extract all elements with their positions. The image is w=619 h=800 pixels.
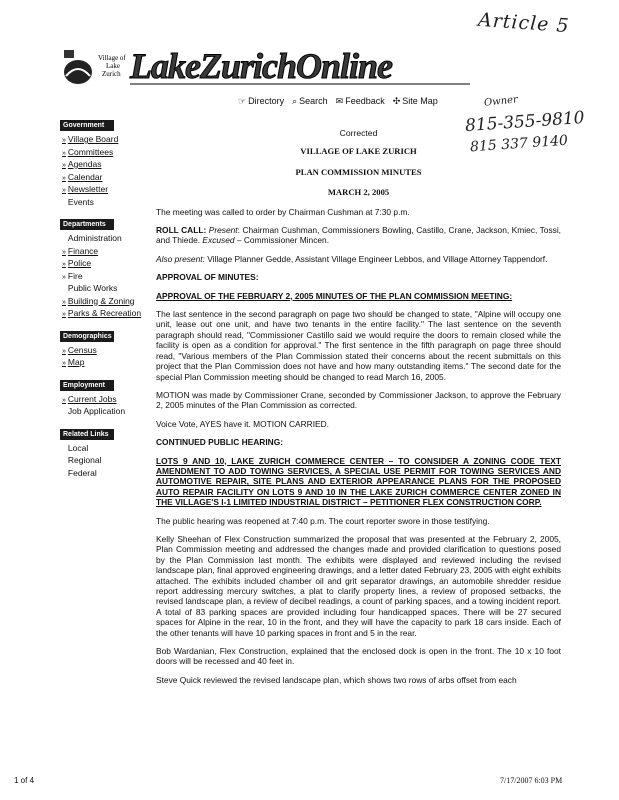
- continued-heading: CONTINUED PUBLIC HEARING:: [156, 437, 284, 448]
- motion-paragraph: MOTION was made by Commissioner Crane, seconded by Commissioner Jackson, to approve the February 2, 2005 minutes of the Plan Commission as corrected.: [156, 389, 561, 411]
- sidebar-item-administration[interactable]: Administration: [67, 233, 122, 243]
- sidebar-heading-related-links: Related Links: [60, 429, 114, 440]
- sidebar-item-local[interactable]: Local: [67, 442, 89, 453]
- excused-label: Excused: [202, 235, 235, 246]
- sidebar-heading-departments: Departments: [60, 219, 114, 230]
- document-status: Corrected: [339, 128, 378, 138]
- sidebar-item-map[interactable]: » Map: [62, 357, 85, 367]
- sidebar-item-events[interactable]: Events: [67, 196, 94, 207]
- sidebar-item-village-board[interactable]: » Village Board: [62, 134, 119, 144]
- approval-heading: APPROVAL OF MINUTES:: [156, 272, 259, 283]
- sidebar-item-building-zoning[interactable]: » Building & Zoning: [62, 295, 135, 306]
- search-icon: ⌕: [292, 95, 298, 106]
- sidebar-heading-employment: Employment: [60, 380, 114, 391]
- minutes-document: [156, 128, 561, 693]
- present-label: Present: [208, 225, 238, 236]
- also-present: [156, 254, 561, 264]
- nav-feedback[interactable]: ✉ Feedback: [335, 95, 385, 106]
- nav-sitemap[interactable]: ✣ Site Map: [392, 95, 438, 106]
- lots-heading: LOTS 9 AND 10, LAKE ZURICH COMMERCE CENTER – TO CONSIDER A ZONING CODE TEXT AMENDMENT TO ADD TOWING SERVICES, A SPECIAL USE PERMIT FOR TOWING SERVICES AND AUTOMOTIVE REPAIR, SITE PLANS AND EXTERIOR APPEARANCE PLANS FOR THE PROPOSED AUTO REPAIR FACILITY ON LOTS 9 AND 10 IN THE LAKE ZURICH COMMERCE CENTER ZONED IN THE VILLAGE'S I-1 LIMITED INDUSTRIAL DISTRICT – PETITIONER FLEX CONSTRUCTION CORP.: [156, 455, 561, 508]
- logo-text-2: Lake: [106, 62, 120, 70]
- print-timestamp: 7/17/2007 6:03 PM: [500, 776, 563, 785]
- bob-paragraph: Bob Wardanian, Flex Construction, explained that the enclosed dock is open in the front. The 10 x 10 foot doors will be recessed and 40 feet in.: [156, 646, 561, 667]
- excused-text: Commissioner Mincen.: [243, 235, 330, 246]
- document-date: MARCH 2, 2005: [327, 187, 390, 198]
- banner-graphic: [60, 40, 475, 92]
- sidebar-item-public-works[interactable]: Public Works: [67, 283, 118, 293]
- handwritten-phone-1: 815-355-9810: [464, 107, 586, 137]
- sidebar-item-fire[interactable]: » Fire: [62, 270, 83, 281]
- handwritten-article-note: Article 5: [477, 8, 571, 38]
- present-text: Chairman Cushman, Commissioners Bowling, Castillo, Crane, Jackson, Kmiec, Tossi, and Thiede.: [156, 225, 562, 246]
- sidebar-item-newsletter[interactable]: » Newsletter: [62, 184, 109, 194]
- feedback-icon: ✉: [335, 95, 344, 106]
- approval-subheading: APPROVAL OF THE FEBRUARY 2, 2005 MINUTES OF THE PLAN COMMISSION MEETING:: [156, 290, 513, 301]
- sidebar-item-current-jobs[interactable]: » Current Jobs: [62, 393, 117, 404]
- roll-call: ROLL CALL: Present: Chairman Cushman, Commissioners Bowling, Castillo, Crane, Jackson, Kmiec, Tossi, and Thiede. Excused – Commissioner Mincen.: [156, 225, 562, 246]
- directory-icon: ☞: [238, 95, 247, 106]
- nav-search[interactable]: ⌕ Search: [292, 95, 328, 106]
- also-present-label: Also present:: [156, 253, 205, 264]
- sidebar-heading-demographics: Demographics: [60, 331, 114, 342]
- sidebar-item-census[interactable]: » Census: [62, 344, 97, 355]
- handwritten-owner-label: Owner: [483, 94, 519, 109]
- sidebar-item-federal[interactable]: Federal: [67, 467, 97, 478]
- also-present-text: Village Planner Gedde, Assistant Village Engineer Lebbos, and Village Attorney Tappendorf.: [207, 253, 548, 264]
- sidebar-item-regional[interactable]: Regional: [67, 455, 102, 465]
- sidebar-item-finance[interactable]: » Finance: [62, 245, 99, 256]
- document-title: PLAN COMMISSION MINUTES: [295, 166, 422, 177]
- top-nav: [238, 94, 468, 108]
- document-village: VILLAGE OF LAKE ZURICH: [300, 146, 417, 157]
- vote-paragraph: Voice Vote, AYES have it. MOTION CARRIED.: [156, 418, 329, 429]
- site-banner[interactable]: [60, 40, 475, 92]
- roll-call-label: ROLL CALL:: [156, 225, 207, 236]
- sidebar-item-calendar[interactable]: » Calendar: [62, 171, 103, 182]
- call-to-order: The meeting was called to order by Chairman Cushman at 7:30 p.m.: [156, 206, 410, 217]
- sidebar-item-police[interactable]: » Police: [62, 258, 92, 268]
- logo-text-3: Zurich: [102, 70, 121, 78]
- logo-text-1: Village of: [98, 54, 126, 62]
- sitemap-icon: ✣: [392, 95, 401, 106]
- kelly-paragraph: Kelly Sheehan of Flex Construction summarized the proposal that was presented at the February 2, 2005, Plan Commission meeting and addressed the changes made and provided clarification to questions posed by the Plan Commission last month. The exhibits were displayed and reviewed including the revised landscape plan, final approved engineering drawings, and a letter dated February 23, 2005 with eight exhibits attached. The exhibits included chamber oil and grit separator drawings, an automobile shredder residue report addressing mercury switches, a plat to clarify property lines, a review of proposed setbacks, the revised landscape plan, a review of decibel readings, a count of parking spaces, and a towing incident report. A total of 83 parking spaces are provided including four handicapped spaces. There will be 27 secured spaces for Alpine in the rear, 10 in the front, and they will have the capacity to park 18 cars inside. Each of the other tenants will have 10 parking spaces in front and 5 in the rear.: [156, 533, 561, 638]
- sidebar-item-committees[interactable]: » Committees: [62, 146, 114, 157]
- sidebar: [60, 120, 141, 480]
- sidebar-item-agendas[interactable]: » Agendas: [62, 159, 102, 169]
- handwritten-phone-2: 815 337 9140: [469, 132, 569, 156]
- banner-wordmark: LakeZurichOnline: [130, 46, 393, 86]
- correction-paragraph: The last sentence in the second paragraph on page two should be changed to state, "Alpine will occupy one unit, lease out one unit, and have two tenants in the entire facility." The last sentence on the seventh paragraph should read, "Commissioner Castillo said we would require the doors to remain closed while the facility is open as a condition for approval." The first sentence in the fifth paragraph on page three should read, "Various members of the Plan Commission stated their concerns about the recent submittals on this project that the Plan Commission does not have and how many outstanding items." The second date for the special Plan Commission meeting should be changed to read March 16, 2005.: [156, 309, 561, 382]
- last-paragraph: Steve Quick reviewed the revised landscape plan, which shows two rows of arbs offset from each: [156, 674, 517, 685]
- page-number: 1 of 4: [14, 776, 35, 785]
- sidebar-item-job-application[interactable]: Job Application: [67, 406, 126, 416]
- sidebar-heading-government: Government: [60, 120, 114, 131]
- reopened-paragraph: The public hearing was reopened at 7:40 p.m. The court reporter swore in those testifying.: [156, 515, 490, 526]
- sidebar-item-parks-recreation[interactable]: » Parks & Recreation: [62, 308, 142, 318]
- nav-directory[interactable]: ☞ Directory: [238, 95, 285, 106]
